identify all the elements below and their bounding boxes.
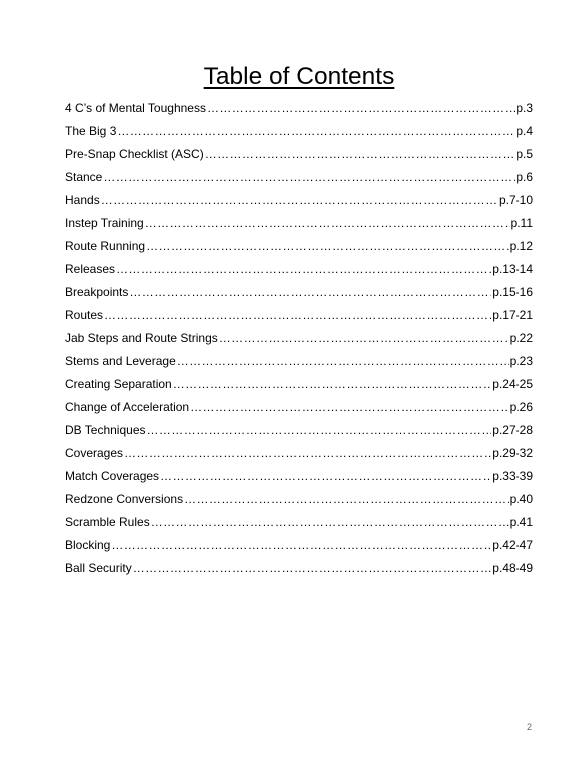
toc-entry — [65, 350, 533, 373]
toc-entry — [65, 327, 533, 350]
toc-entry-page: p.13-14 — [492, 262, 533, 276]
toc-dot-leader — [133, 557, 492, 580]
toc-dot-leader — [177, 350, 509, 373]
toc-dot-leader — [190, 396, 509, 419]
toc-entry-label: Route Running — [65, 239, 146, 253]
toc-entry-page: p.17-21 — [492, 308, 533, 322]
toc-dot-leader — [184, 488, 509, 511]
toc-dot-leader — [145, 212, 510, 235]
toc-dot-leader — [101, 189, 498, 212]
toc-entry-label: Instep Training — [65, 216, 144, 230]
toc-entry-page: p.24-25 — [492, 377, 533, 391]
page-title: Table of Contents — [203, 63, 395, 90]
toc-entry-label: Blocking — [65, 538, 111, 552]
toc-dot-leader — [173, 373, 492, 396]
toc-entry-page: p.11 — [510, 216, 533, 230]
toc-dot-leader — [104, 304, 491, 327]
toc-dot-leader — [147, 419, 492, 442]
toc-entry-page: p.27-28 — [492, 423, 533, 437]
toc-entry — [65, 235, 533, 258]
toc-entry — [65, 419, 533, 442]
toc-entry-label: DB Techniques — [65, 423, 146, 437]
toc-dot-leader — [160, 465, 491, 488]
toc-entry — [65, 212, 533, 235]
toc-dot-leader — [151, 511, 509, 534]
toc-entry — [65, 534, 533, 557]
toc-entry-page: p.48-49 — [492, 561, 533, 575]
toc-entry-label: Hands — [65, 193, 100, 207]
toc-entry-label: Change of Acceleration — [65, 400, 190, 414]
toc-dot-leader — [207, 97, 515, 120]
toc-entry-label: Scramble Rules — [65, 515, 150, 529]
toc-entry-page: p.7-10 — [498, 193, 533, 207]
toc-entry — [65, 396, 533, 419]
toc-entry — [65, 442, 533, 465]
toc-entry — [65, 488, 533, 511]
toc-entry-page: p.15-16 — [492, 285, 533, 299]
toc-dot-leader — [116, 258, 491, 281]
toc-entry-page: p.33-39 — [492, 469, 533, 483]
toc-entry-label: Breakpoints — [65, 285, 129, 299]
toc-entry-page: p.29-32 — [492, 446, 533, 460]
toc-entry — [65, 258, 533, 281]
toc-entry-page: p.5 — [516, 147, 533, 161]
toc-dot-leader — [103, 166, 515, 189]
toc-dot-leader — [117, 120, 515, 143]
page-number: 2 — [526, 722, 532, 732]
toc-entry-label: Routes — [65, 308, 104, 322]
toc-dot-leader — [146, 235, 509, 258]
toc-entry-label: Coverages — [65, 446, 124, 460]
toc-entry — [65, 304, 533, 327]
toc-entry-page: p.23 — [509, 354, 533, 368]
toc-dot-leader — [205, 143, 516, 166]
toc-entry-label: The Big 3 — [65, 124, 117, 138]
toc-entry — [65, 97, 533, 120]
toc-entry — [65, 143, 533, 166]
toc-entry-label: Match Coverages — [65, 469, 160, 483]
toc-entry-page: p.40 — [509, 492, 533, 506]
toc-dot-leader — [129, 281, 491, 304]
toc-entry-label: Creating Separation — [65, 377, 172, 391]
toc-entry-label: Stance — [65, 170, 103, 184]
table-of-contents — [65, 97, 533, 580]
toc-entry-label: 4 C’s of Mental Toughness — [65, 101, 206, 115]
toc-dot-leader — [111, 534, 491, 557]
toc-entry-label: Redzone Conversions — [65, 492, 184, 506]
toc-entry — [65, 166, 533, 189]
toc-entry — [65, 465, 533, 488]
toc-entry — [65, 189, 533, 212]
toc-entry-label: Releases — [65, 262, 116, 276]
toc-entry — [65, 373, 533, 396]
toc-entry — [65, 281, 533, 304]
toc-entry-page: p.4 — [516, 124, 533, 138]
toc-entry — [65, 511, 533, 534]
toc-entry-label: Stems and Leverage — [65, 354, 176, 368]
toc-entry-page: p.41 — [509, 515, 533, 529]
toc-entry-page: p.26 — [509, 400, 533, 414]
toc-entry-label: Ball Security — [65, 561, 132, 575]
toc-dot-leader — [124, 442, 491, 465]
toc-entry — [65, 120, 533, 143]
toc-entry-page: p.12 — [509, 239, 533, 253]
toc-entry-page: p.3 — [516, 101, 533, 115]
toc-entry-label: Pre-Snap Checklist (ASC) — [65, 147, 204, 161]
toc-dot-leader — [219, 327, 509, 350]
toc-entry-page: p.6 — [516, 170, 533, 184]
toc-entry-page: p.42-47 — [492, 538, 533, 552]
toc-entry — [65, 557, 533, 580]
toc-entry-label: Jab Steps and Route Strings — [65, 331, 218, 345]
toc-entry-page: p.22 — [509, 331, 533, 345]
